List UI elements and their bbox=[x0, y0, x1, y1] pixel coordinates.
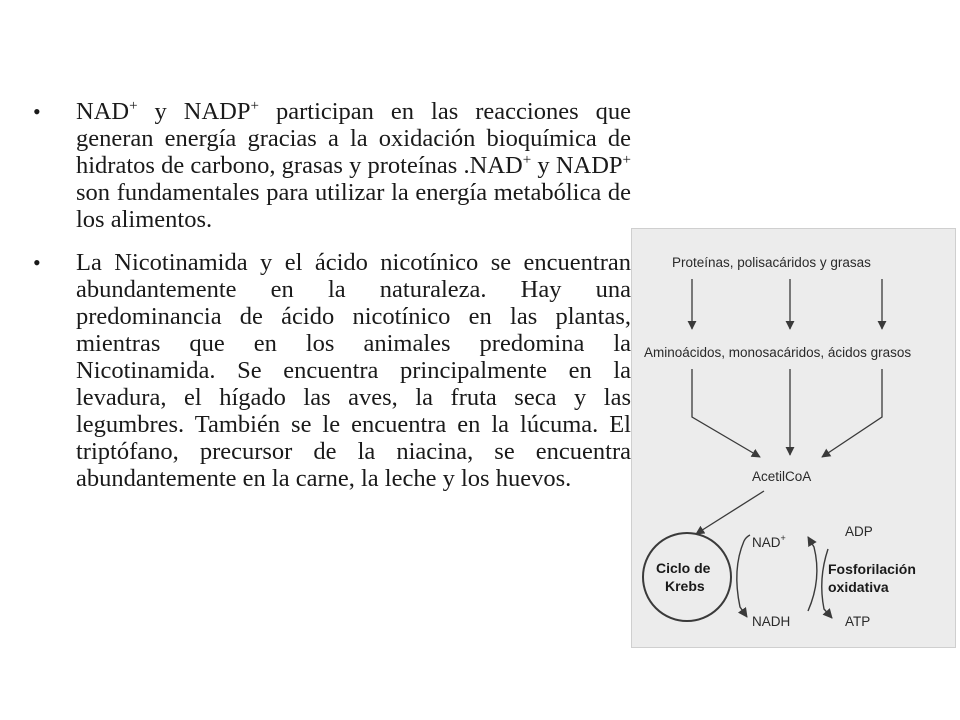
label-oxidativa: oxidativa bbox=[828, 579, 889, 595]
bullet-text-nad: NAD+ y NADP+ participan en las reacciones que generan energía gracias a la oxidación bioquímica de hidratos de carbono, grasas y proteínas .NAD+ y NADP+ son fundamentales para utilizar la energía metabólica de los alimentos. bbox=[76, 98, 631, 233]
bullet-marker: • bbox=[33, 250, 41, 275]
bullet-item-nad bbox=[33, 98, 631, 233]
label-nad-plus: NAD+ bbox=[752, 533, 786, 550]
arrow-mid-left bbox=[692, 369, 760, 457]
arrow-krebs-reduce bbox=[737, 541, 747, 617]
label-fosforilacion: Fosforilación bbox=[828, 561, 916, 577]
bullet-marker: • bbox=[33, 99, 41, 124]
label-aminoacidos: Aminoácidos, monosacáridos, ácidos grasos bbox=[644, 345, 912, 360]
label-adp: ADP bbox=[845, 524, 873, 539]
label-atp: ATP bbox=[845, 614, 871, 629]
label-acetilcoa: AcetilCoA bbox=[752, 469, 812, 484]
bullet-item-nicotinamida bbox=[33, 249, 631, 492]
arc-krebs-start bbox=[744, 535, 750, 541]
bullet-list bbox=[33, 98, 631, 492]
arrow-nadh-return bbox=[808, 537, 817, 611]
label-nadh: NADH bbox=[752, 614, 791, 629]
bullet-text-nicotinamida: La Nicotinamida y el ácido nicotínico se encuentran abundantemente en la naturaleza. Hay una predominancia de ácido nicotínico en las plantas, mientras que en los animales predomina la Nicotinamida. Se encuentra principalmente en la levadura, el hígado las aves, la fruta seca y las legumbres. También se le encuentra en la lúcuma. El triptófano, precursor de la niacina, se encuentra abundantemente en la carne, la leche y los huevos. bbox=[76, 249, 631, 492]
label-krebs: Krebs bbox=[665, 578, 705, 594]
metabolism-diagram bbox=[631, 228, 956, 648]
krebs-cycle-circle bbox=[643, 533, 731, 621]
label-proteinas: Proteínas, polisacáridos y grasas bbox=[672, 255, 871, 270]
metabolism-diagram-svg bbox=[632, 229, 957, 649]
arrow-acetyl-krebs bbox=[696, 491, 764, 534]
arrow-mid-right bbox=[822, 369, 882, 457]
label-ciclo-de: Ciclo de bbox=[656, 560, 711, 576]
